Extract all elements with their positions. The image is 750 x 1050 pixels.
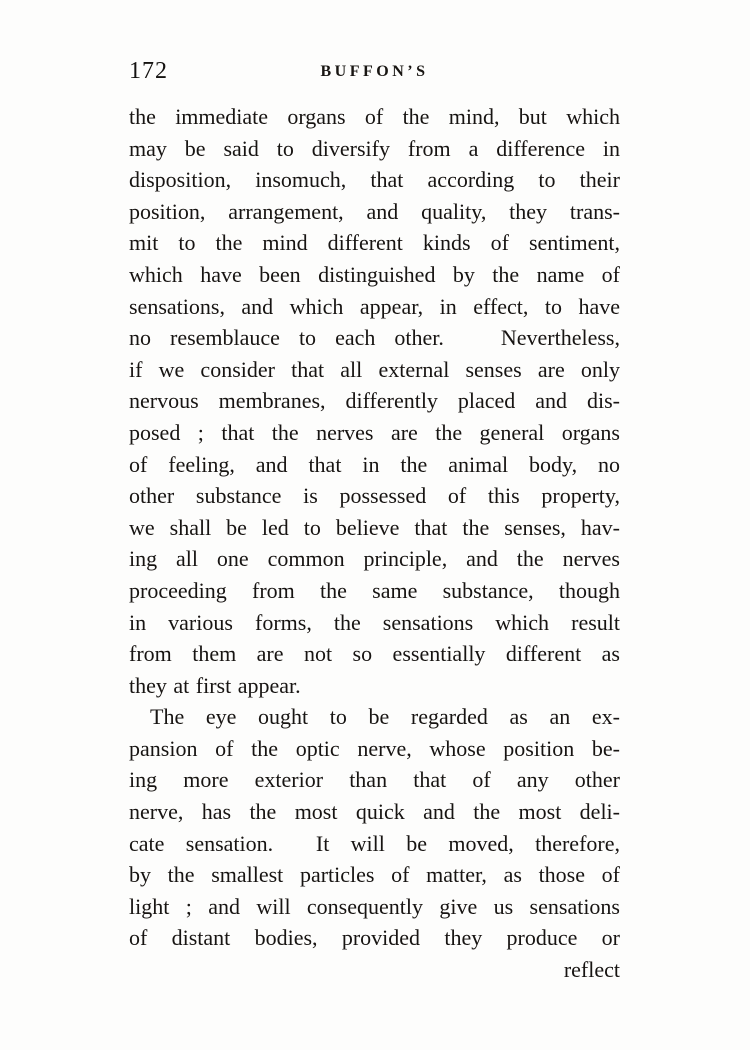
text-line: of distant bodies, provided they produce or	[129, 925, 620, 951]
text-line: which have been distinguished by the name of	[129, 261, 620, 287]
text-line: of feeling, and that in the animal body, no	[129, 451, 620, 477]
text-line: ing all one common principle, and the nerves	[129, 546, 620, 572]
running-header: BUFFON’S	[320, 63, 429, 80]
text-line: nerve, has the most quick and the most deli-	[129, 799, 620, 825]
text-line: mit to the mind different kinds of sentiment,	[129, 230, 620, 256]
text-line: may be said to diversify from a difference in	[129, 135, 620, 161]
text-line: we shall be led to believe that the senses, hav-	[129, 514, 620, 540]
text-line: from them are not so essentially different as	[129, 641, 620, 667]
text-line: proceeding from the same substance, though	[129, 577, 620, 603]
text-line: by the smallest particles of matter, as those of	[129, 862, 620, 888]
text-line: pansion of the optic nerve, whose position be-	[129, 735, 620, 761]
text-line: other substance is possessed of this property,	[129, 483, 620, 509]
paragraph-end-line: they at first appear.	[129, 672, 301, 698]
text-line: in various forms, the sensations which result	[129, 609, 620, 635]
text-line: disposition, insomuch, that according to their	[129, 167, 620, 193]
text-line: posed ; that the nerves are the general organs	[129, 419, 620, 445]
text-line: nervous membranes, differently placed and dis-	[129, 388, 620, 414]
text-line: position, arrangement, and quality, they trans-	[129, 198, 620, 224]
paragraph-start-line: The eye ought to be regarded as an ex-	[150, 704, 620, 730]
catchword: reflect	[563, 957, 620, 983]
body-text	[129, 101, 620, 986]
text-line: no resemblauce to each other. Nevertheless,	[129, 325, 620, 351]
text-line: the immediate organs of the mind, but which	[129, 104, 620, 129]
text-line: ing more exterior than that of any other	[129, 767, 620, 793]
page-number: 172	[129, 58, 168, 84]
text-line: cate sensation. It will be moved, therefore,	[129, 830, 620, 856]
text-line: sensations, and which appear, in effect, to have	[129, 293, 620, 319]
text-line: if we consider that all external senses are only	[129, 356, 620, 382]
text-line: light ; and will consequently give us sensations	[129, 893, 620, 919]
